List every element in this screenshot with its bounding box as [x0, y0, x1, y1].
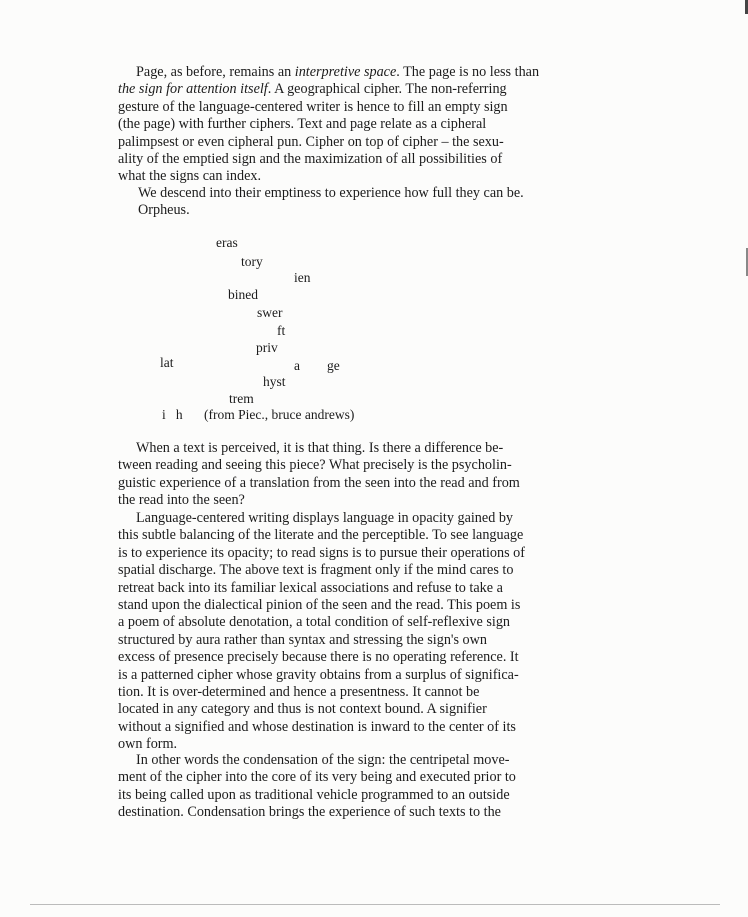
text-line: stand upon the dialectical pinion of the seen and the read. This poem is	[118, 597, 521, 614]
poem-fragment: swer	[257, 305, 283, 320]
poem-fragment: trem	[229, 391, 254, 406]
text-line: retreat back into its familiar lexical associations and refuse to take a	[118, 579, 503, 596]
scan-bottom-rule	[30, 904, 720, 905]
poem-fragment: bined	[228, 287, 258, 302]
body-paragraph	[118, 440, 558, 510]
text-line: is a patterned cipher whose gravity obtains from a surplus of significa-	[118, 666, 519, 683]
text-line: tion. It is over-determined and hence a presentness. It cannot be	[118, 684, 480, 701]
text-line: its being called upon as traditional vehicle programmed to an outside	[118, 786, 510, 803]
text-line: without a signified and whose destination is inward to the center of its	[118, 718, 516, 735]
poem-fragment: i h	[162, 407, 183, 422]
poem-fragment: ft	[277, 323, 286, 338]
text-line: the read into the seen?	[118, 492, 245, 509]
body-paragraph	[118, 510, 558, 754]
poem-fragment: lat	[160, 355, 174, 370]
text-line: is to experience its opacity; to read signs is to pursue their operations of	[118, 544, 526, 561]
poem-fragment: eras	[216, 235, 238, 250]
text-line: structured by aura rather than syntax and stressing the sign's own	[118, 631, 487, 648]
text-line: (the page) with further ciphers. Text and page relate as a cipheral	[118, 116, 487, 133]
text-line: the sign for attention itself. A geographical cipher. The non-referring	[118, 81, 507, 98]
text-line: destination. Condensation brings the experience of such texts to the	[118, 804, 501, 821]
text-line: Page, as before, remains an interpretive space. The page is no less than	[136, 64, 540, 80]
poem-fragment: hyst	[263, 374, 286, 389]
text-line: In other words the condensation of the sign: the centripetal move-	[136, 752, 510, 768]
poem-fragment: priv	[256, 340, 278, 355]
text-line: When a text is perceived, it is that thing. Is there a difference be-	[136, 440, 504, 456]
poem-fragment: tory	[241, 254, 263, 269]
body-paragraph	[118, 752, 558, 822]
orpheus-line: Orpheus.	[138, 202, 190, 218]
poem-fragment: a	[294, 358, 300, 373]
italic-phrase: the sign for attention itself	[118, 81, 268, 98]
opening-paragraph	[118, 64, 558, 186]
text-line: Language-centered writing displays language in opacity gained by	[136, 510, 514, 526]
text-line: excess of presence precisely because there is no operating reference. It	[118, 649, 519, 666]
text-line: located in any category and thus is not context bound. A signifier	[118, 701, 487, 718]
text-line: this subtle balancing of the literate and the perceptible. To see language	[118, 527, 524, 544]
text-line: ment of the cipher into the core of its very being and executed prior to	[118, 769, 516, 786]
descend-line: We descend into their emptiness to experience how full they can be.	[138, 185, 524, 201]
text-line: tween reading and seeing this piece? What precisely is the psycholin-	[118, 457, 512, 474]
text-line: what the signs can index.	[118, 168, 262, 185]
italic-phrase: interpretive space	[294, 64, 397, 80]
poem-attribution: (from Piec., bruce andrews)	[204, 407, 355, 422]
text-line: ality of the emptied sign and the maximization of all possibilities of	[118, 151, 503, 168]
text-line: spatial discharge. The above text is fragment only if the mind cares to	[118, 562, 514, 579]
text-line: guistic experience of a translation from the seen into the read and from	[118, 474, 520, 491]
text-line: gesture of the language-centered writer is hence to fill an empty sign	[118, 98, 508, 115]
poem-fragment: ge	[327, 358, 340, 373]
text-line: a poem of absolute denotation, a total condition of self-reflexive sign	[118, 614, 511, 631]
text-line: palimpsest or even cipheral pun. Cipher on top of cipher – the sexu-	[118, 133, 504, 150]
text-line: own form.	[118, 736, 178, 753]
poem-fragment: ien	[294, 270, 311, 285]
